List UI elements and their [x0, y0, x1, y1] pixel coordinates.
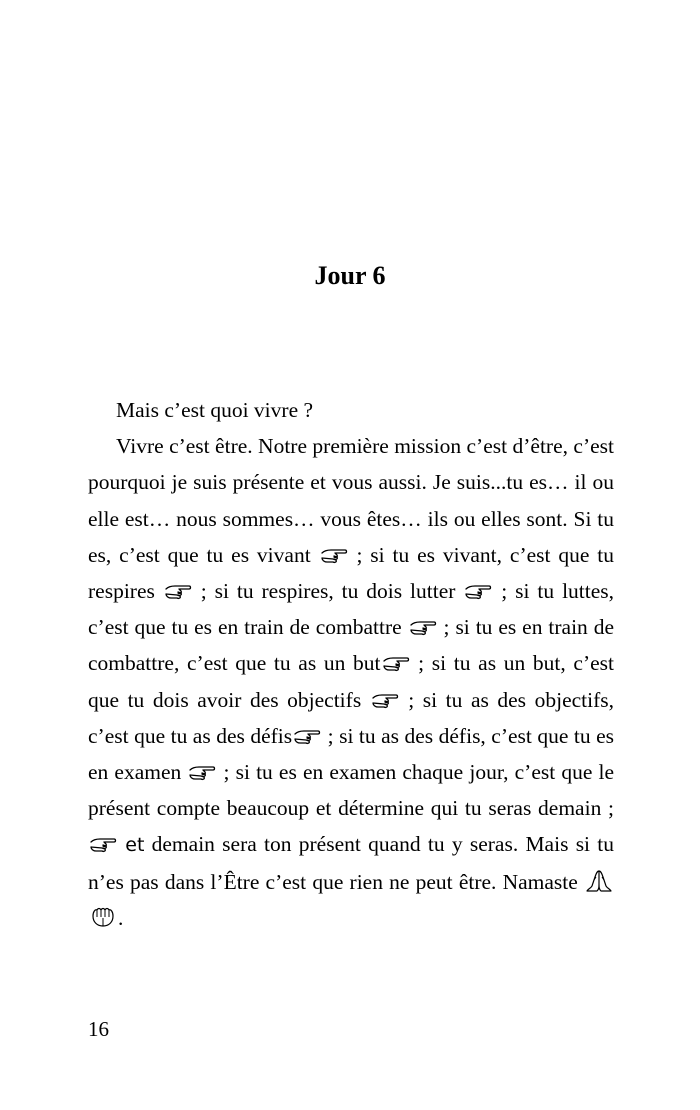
palms-up-together-icon	[88, 904, 118, 930]
backhand-index-pointing-right-icon	[88, 833, 118, 855]
text-segment: ; si tu as un but, c’est que tu dois avoir des objectifs	[88, 651, 614, 712]
text-segment: ; si tu es en examen chaque jour, c’est que le présent compte beaucoup et détermine qui tu seras demain ;	[88, 760, 615, 821]
backhand-index-pointing-right-icon	[187, 761, 217, 783]
text-segment: ; si tu as des objectifs, c’est que tu as des défis	[88, 687, 615, 748]
backhand-index-pointing-right-icon	[370, 689, 400, 711]
page-number: 16	[88, 1017, 109, 1041]
folded-hands-icon	[584, 868, 614, 894]
text-segment: ; si tu as des défis, c’est que tu es en examen	[88, 723, 615, 785]
backhand-index-pointing-right-icon	[408, 616, 438, 638]
text-segment: ; si tu es en train de combattre, c’est que tu as un but	[88, 615, 615, 676]
text-segment-end: .	[118, 905, 124, 930]
paragraph	[88, 392, 614, 428]
text-segment: ; si tu respires, tu dois lutter	[200, 579, 456, 604]
chapter-title: Jour 6	[314, 261, 386, 290]
text-segment: ; si tu es vivant, c’est que tu respires	[88, 542, 615, 604]
body-text	[88, 392, 614, 936]
paragraph-text: Mais c’est quoi vivre ?	[116, 398, 314, 422]
backhand-index-pointing-right-icon	[381, 652, 411, 674]
backhand-index-pointing-right-icon	[463, 580, 493, 602]
text-segment: ; si tu luttes, c’est que tu es en train de combattre	[88, 579, 615, 640]
text-segment: Vivre c’est être. Notre première mission c’est d’être, c’est pourquoi je suis présente et vous aussi. Je suis...tu es… il ou elle est… nous sommes… vous êtes… ils ou elles sont. Si tu es, c’est que tu es vivant	[88, 434, 614, 567]
text-segment: demain sera ton présent quand tu y seras. Mais si tu n’es pas dans l’Être c’est que rien ne peut être. Namaste	[88, 832, 615, 894]
backhand-index-pointing-right-icon	[292, 725, 322, 747]
backhand-index-pointing-right-icon	[319, 544, 349, 566]
paragraph	[88, 428, 614, 936]
backhand-index-pointing-right-icon	[163, 580, 193, 602]
text-segment-et: et	[125, 834, 145, 857]
